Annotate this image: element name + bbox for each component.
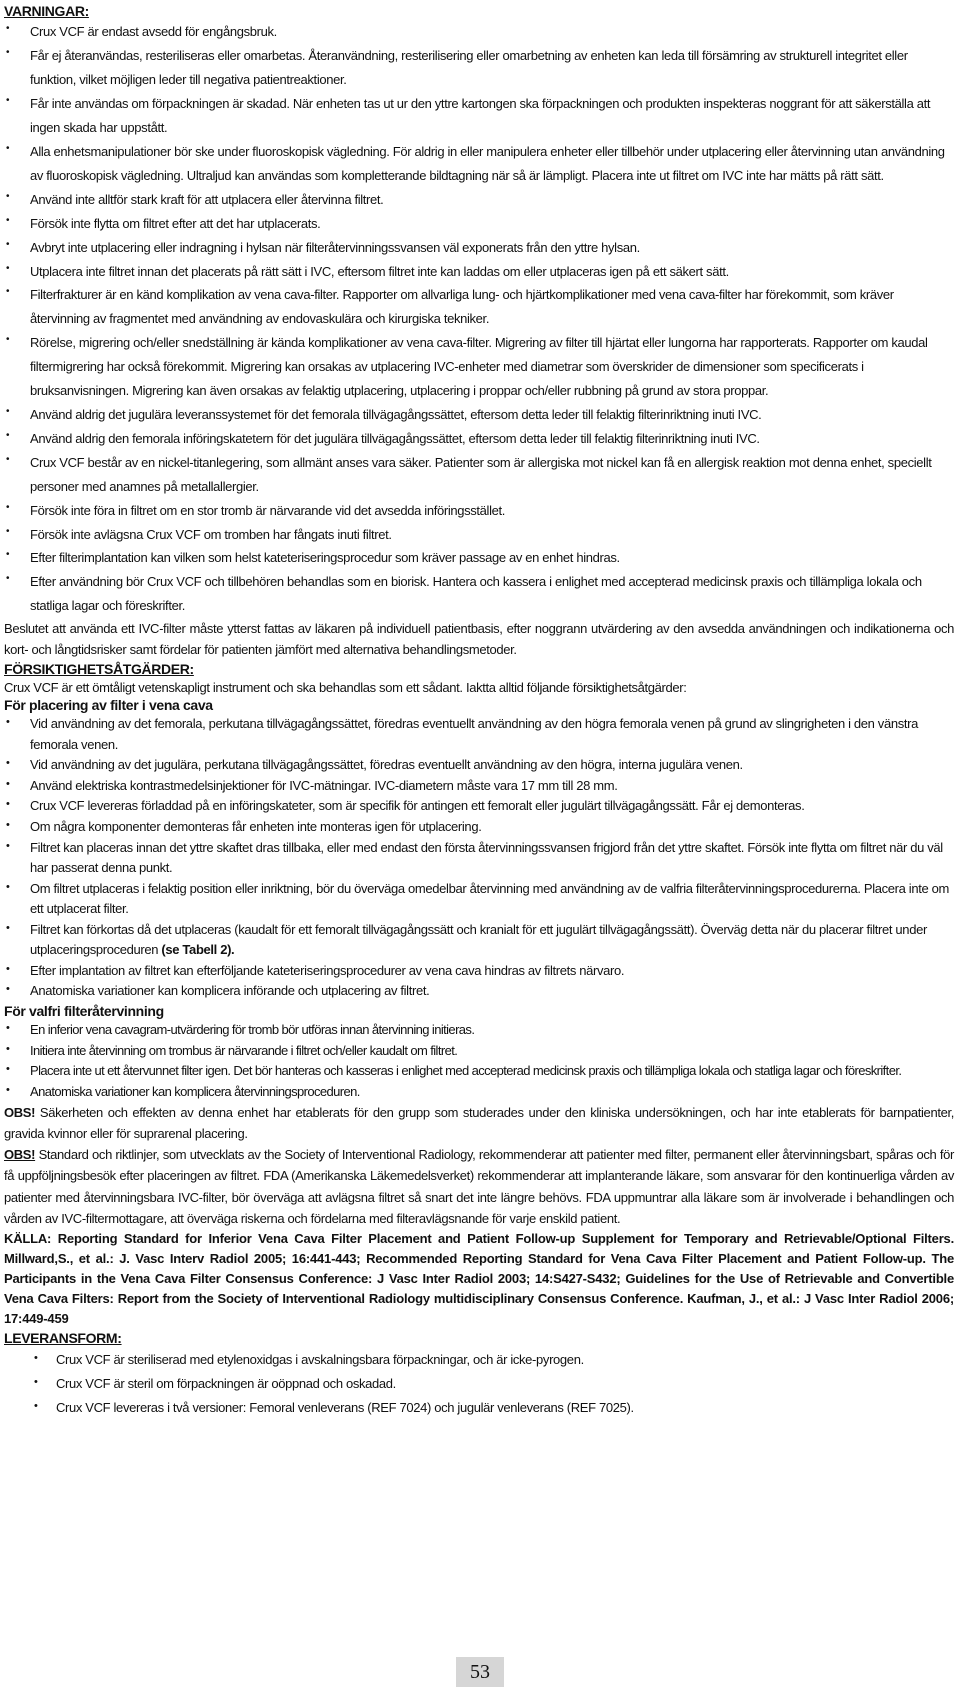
placement-item: • Crux VCF levereras förladdad på en införingskateter, som är specifik för antingen ett femoralt eller jugulärt tillvägagångssätt. Får ej demonteras. (4, 796, 954, 817)
obs-text: Standard och riktlinjer, som utvecklats av the Society of Interventional Radiology, rekommenderar att patienter med filter, permanent eller återvinningsbart, spåras och för få uppföljningsbesök efter placeringen av filtret. FDA (Amerikanska Läkemedelsverket) rekommenderar att implanterande läkare, som ansvarar för den kontinuerliga vården av patienter med återvinningsbara IVC-filter, bör överväga att avlägsna filtret så snart det inte längre behövs. FDA uppmuntrar alla läkare som är involverade i behandlingen och vården av IVC-filtermottagare, att överväga riskerna och fördelarna med filteravlägsnande för varje enskild patient. (4, 1147, 954, 1226)
placement-item: • Vid användning av det femorala, perkutana tillvägagångssättet, föredras eventuellt användning av den högra femorala venen på grund av slingrigheten i den vänstra femorala venen. (4, 714, 954, 755)
retrieval-heading: För valfri filteråtervinning (4, 1002, 164, 1019)
warning-item: • Använd inte alltför stark kraft för att utplacera eller återvinna filtret. (4, 188, 954, 212)
obs-label: OBS! (4, 1147, 36, 1163)
placement-item: • Använd elektriska kontrastmedelsinjektioner för IVC-mätningar. IVC-diametern måste vara 17 mm till 28 mm. (4, 776, 954, 797)
retrieval-item: • Placera inte ut ett återvunnet filter igen. Det bör hanteras och kasseras i enlighet med accepterad medicinsk praxis och tillämpliga lokala och statliga lagar och föreskrifter. (4, 1061, 954, 1082)
warning-item: • Försök inte avlägsna Crux VCF om tromben har fångats inuti filtret. (4, 523, 954, 547)
placement-item: • Anatomiska variationer kan komplicera införande och utplacering av filtret. (4, 981, 954, 1002)
placement-item: • Om några komponenter demonteras får enheten inte monteras igen för utplacering. (4, 817, 954, 838)
warnings-heading: VARNINGAR: (4, 3, 89, 19)
retrieval-list (4, 1020, 954, 1102)
warning-item: • Avbryt inte utplacering eller indragning i hylsan när filteråtervinningssvansen väl exponerats från den yttre hylsan. (4, 236, 954, 260)
warning-item: • Alla enhetsmanipulationer bör ske under fluoroskopisk vägledning. För aldrig in eller manipulera enheter eller tillbehör under utplacering eller återvinning utan användning av fluoroskopisk vägledning. Ultraljud kan användas som kompletterande bildtagning när så är lämpligt. Placera inte ut filtret om IVC inte har mätts på rätt sätt. (4, 140, 954, 188)
delivery-heading: LEVERANSFORM: (4, 1330, 122, 1347)
warning-item: • Försök inte flytta om filtret efter att det har utplacerats. (4, 212, 954, 236)
warning-item: • Rörelse, migrering och/eller snedställning är kända komplikationer av vena cava-filter. Migrering av filter till hjärtat eller lungorna har rapporterats. Rapporter om kaudal filtermigrering har också förekommit. Migrering kan orsakas av utplacering IVC-enheter med diametrar som överskrider de dimensioner som specificerats i bruksanvisningen. Migrering kan även orsakas av felaktig utplacering, utplacering i proppar och/eller rubbning på grund av stora proppar. (4, 331, 954, 403)
delivery-list (4, 1348, 954, 1420)
warning-item: • Får ej återanvändas, resteriliseras eller omarbetas. Återanvändning, resterilisering eller omarbetning av enheten kan leda till försämring av strukturell integritet eller funktion, vilket möjligen leder till negativa patientreaktioner. (4, 44, 954, 92)
retrieval-item: • Anatomiska variationer kan komplicera återvinningsproceduren. (4, 1082, 954, 1103)
page-number: 53 (456, 1657, 504, 1687)
warning-item: • Får inte användas om förpackningen är skadad. När enheten tas ut ur den yttre kartongen ska förpackningen och produkten inspekteras noggrant för att säkerställa att ingen skada har uppstått. (4, 92, 954, 140)
source-references: KÄLLA: Reporting Standard for Inferior Vena Cava Filter Placement and Patient Follow-up Supplement for Temporary and Retrievable/Optional Filters. Millward,S., et al.: J. Vasc Interv Radiol 2005; 16:441-443; Recommended Reporting Standard for Vena Cava Filter Placement and Patient Follow-up. The Participants in the Vena Cava Filter Consensus Conference: J Vasc Inter Radiol 2003; 14:S427-S432; Guidelines for the Use of Retrievable and Convertible Vena Cava Filters: Report from the Society of Interventional Radiology multidisciplinary Consensus Conference. Kaufman, J., et al.: J Vasc Inter Radiol 2006; 17:449-459 (4, 1230, 954, 1327)
obs-note-1 (4, 1102, 954, 1144)
warning-item: • Crux VCF är endast avsedd för engångsbruk. (4, 20, 954, 44)
warning-item: • Crux VCF består av en nickel-titanlegering, som allmänt anses vara säker. Patienter som är allergiska mot nickel kan få en allergisk reaktion mot denna enhet, speciellt personer med anamnes på metallallergier. (4, 451, 954, 499)
obs-text: Säkerheten och effekten av denna enhet har etablerats för den grupp som studerades under den kliniska undersökningen, och har inte etablerats för barnpatienter, gravida kvinnor eller för suprarenal placering. (4, 1105, 954, 1142)
document-page (4, 2, 954, 1420)
obs-note-2 (4, 1144, 954, 1228)
placement-item: • Efter implantation av filtret kan efterföljande kateteriseringsprocedurer av vena cava hindras av filtrets närvaro. (4, 961, 954, 982)
warning-item: • Använd aldrig det jugulära leveranssystemet för det femorala tillvägagångssättet, eftersom detta leder till felaktig filterinriktning inuti IVC. (4, 403, 954, 427)
table-reference: (se Tabell 2). (158, 942, 235, 958)
warning-item: • Efter filterimplantation kan vilken som helst kateteriseringsprocedur som kräver passage av en enhet hindras. (4, 546, 954, 570)
placement-item: • Om filtret utplaceras i felaktig position eller inriktning, bör du överväga omedelbar återvinning med användning av de valfria filteråtervinningsprocedurerna. Placera inte om ett utplacerat filter. (4, 879, 954, 920)
placement-list (4, 714, 954, 1001)
delivery-item: • Crux VCF är steriliserad med etylenoxidgas i avskalningsbara förpackningar, och är icke-pyrogen. (4, 1348, 954, 1372)
placement-item-text: Filtret kan förkortas då det utplaceras (kaudalt för ett femoralt tillvägagångssätt och kranialt för ett jugulärt tillvägagångssätt). Överväg detta när du placerar filtret under utplaceringsproceduren (30, 921, 927, 958)
warning-item: • Filterfrakturer är en känd komplikation av vena cava-filter. Rapporter om allvarliga lung- och hjärtkomplikationer med vena cava-filter har förekommit, som kräver återvinning av fragmentet med användning av endovaskulära och kirurgiska tekniker. (4, 283, 954, 331)
warning-item: • Utplacera inte filtret innan det placerats på rätt sätt i IVC, eftersom filtret inte kan laddas om eller utplaceras igen på ett säkert sätt. (4, 260, 954, 284)
placement-item: • Vid användning av det jugulära, perkutana tillvägagångssättet, föredras eventuellt användning av den högra, interna jugulära venen. (4, 755, 954, 776)
precautions-heading: FÖRSIKTIGHETSÅTGÄRDER: (4, 661, 194, 678)
retrieval-item: • Initiera inte återvinning om trombus är närvarande i filtret och/eller kaudalt om filtret. (4, 1041, 954, 1062)
placement-heading: För placering av filter i vena cava (4, 696, 213, 713)
decision-paragraph: Beslutet att använda ett IVC-filter måste ytterst fattas av läkaren på individuell patientbasis, efter noggrann utvärdering av den avsedda användningen och indikationerna och kort- och långtidsrisker samt fördelar för patienten jämfört med alternativa behandlingsmetoder. (4, 621, 954, 658)
warning-item: • Efter användning bör Crux VCF och tillbehören behandlas som en biorisk. Hantera och kassera i enlighet med accepterad medicinsk praxis och tillämpliga lokala och statliga lagar och föreskrifter. (4, 570, 954, 618)
warning-item: • Försök inte föra in filtret om en stor tromb är närvarande vid det avsedda införingsstället. (4, 499, 954, 523)
warning-item: • Använd aldrig den femorala införingskatetern för det jugulära tillvägagångssättet, eftersom detta leder till felaktig filterinriktning inuti IVC. (4, 427, 954, 451)
warnings-list (4, 20, 954, 618)
obs-label: OBS! (4, 1105, 36, 1121)
delivery-item: • Crux VCF är steril om förpackningen är oöppnad och oskadad. (4, 1372, 954, 1396)
placement-item (4, 920, 954, 961)
delivery-item: • Crux VCF levereras i två versioner: Femoral venleverans (REF 7024) och jugulär venleverans (REF 7025). (4, 1396, 954, 1420)
retrieval-item: • En inferior vena cavagram-utvärdering för tromb bör utföras innan återvinning initieras. (4, 1020, 954, 1041)
precautions-intro: Crux VCF är ett ömtåligt vetenskapligt instrument och ska behandlas som ett sådant. Iaktta alltid följande försiktighetsåtgärder: (4, 679, 687, 695)
placement-item: • Filtret kan placeras innan det yttre skaftet dras tillbaka, eller med endast den första återvinningssvansen frigjord från det yttre skaftet. Försök inte flytta om filtret när du väl har passerat denna punkt. (4, 838, 954, 879)
